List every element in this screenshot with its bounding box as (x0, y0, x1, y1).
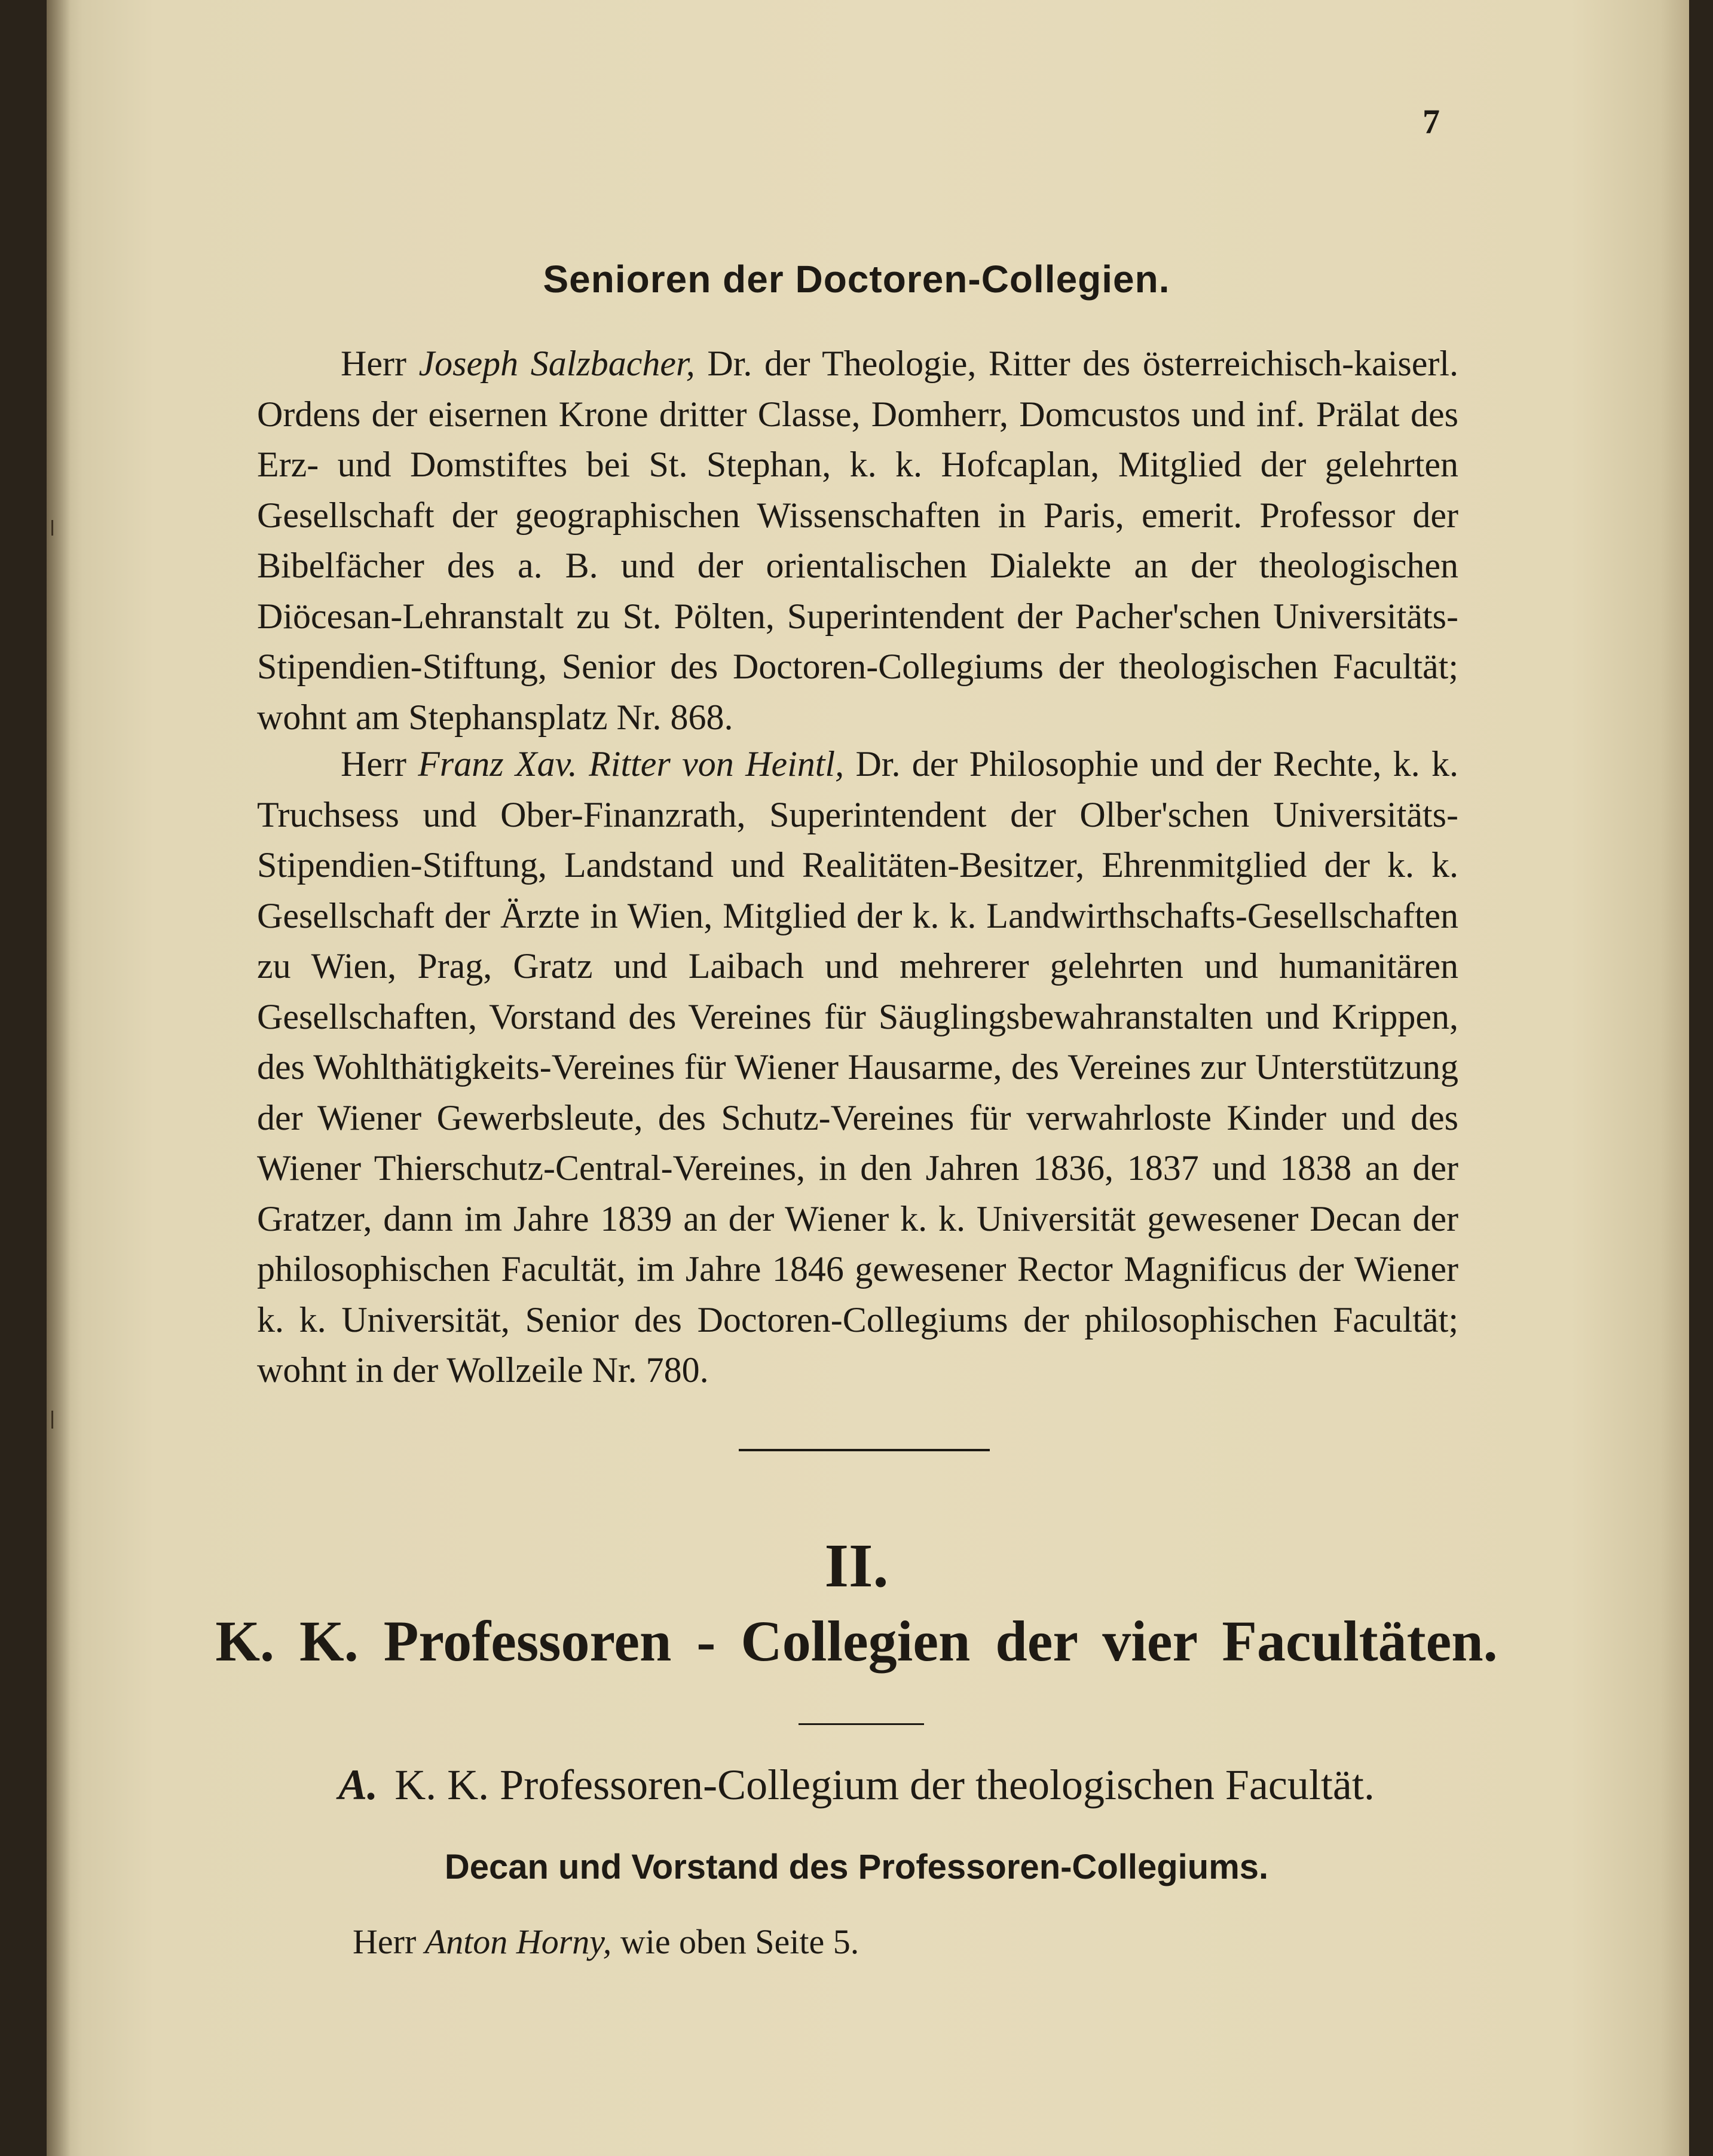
entry-name: Anton Horny, (424, 1922, 612, 1961)
section-heading-seniors: Senioren der Doctoren-Collegien. (543, 258, 1170, 301)
entry-paragraph (257, 338, 1458, 742)
margin-mark (51, 520, 53, 536)
subsection-heading: Decan und Vorstand des Professoren-Collegiums. (444, 1848, 1269, 1886)
gutter-shadow (47, 0, 71, 2156)
subsection-letter: A. (338, 1761, 378, 1809)
entry-text: Dr. der Theologie, Ritter des österreichisch-kaiserl. Ordens der eisernen Krone dritter Classe, Domherr, Domcustos und inf. Prälat des Erz- und Domstiftes bei St. Stephan, k. k. Hofcaplan, Mitglied der gelehrten Gesellschaft der geographischen Wissenschaften in Paris, emerit. Professor der Bibelfächer des a. B. und der orientalischen Dialekte an der theologischen Diöcesan-Lehranstalt zu St. Pölten, Superintendent der Pacher'schen Universitäts-Stipendien-Stiftung, Senior des Doctoren-Collegiums der theologischen Facultät; wohnt am Stephansplatz Nr. 868. (257, 344, 1459, 737)
section-numeral: II. (824, 1531, 889, 1600)
subsection-title (0, 1760, 1713, 1810)
entry-name: Joseph Salzbacher, (418, 344, 695, 383)
divider (739, 1449, 990, 1451)
divider (799, 1723, 924, 1725)
entry-text: Dr. der Philosophie und der Rechte, k. k. Truchsess und Ober-Finanzrath, Superintendent der Olber'schen Universitäts-Stipendien-Stiftung, Landstand und Realitäten-Besitzer, Ehrenmitglied der k. k. Gesellschaft der Ärzte in Wien, Mitglied der k. k. Landwirthschafts-Gesellschaften zu Wien, Prag, Gratz und Laibach und mehrerer gelehrten und humanitären Gesellschaften, Vorstand des Vereines für Säuglingsbewahranstalten und Krippen, des Wohlthätigkeits-Vereines für Wiener Hausarme, des Vereines zur Unterstützung der Wiener Gewerbsleute, des Schutz-Vereines für verwahrloste Kinder und des Wiener Thierschutz-Central-Vereines, in den Jahren 1836, 1837 und 1838 an der Gratzer, dann im Jahre 1839 an der Wiener k. k. Universität gewesener Decan der philosophischen Facultät, im Jahre 1846 gewesener Rector Magnificus der Wiener k. k. Universität, Senior des Doctoren-Collegiums der philosophischen Facultät; wohnt in der Wollzeile Nr. 780. (257, 744, 1459, 1390)
section-title: K. K. Professoren - Collegien der vier Facultäten. (215, 1609, 1498, 1673)
entry-line (353, 1922, 859, 1962)
entry-paragraph (257, 739, 1458, 1396)
page-number: 7 (1423, 102, 1440, 141)
entry-prefix: Herr (353, 1922, 417, 1961)
entry-text: wie oben Seite 5. (620, 1922, 859, 1961)
entry-prefix: Herr (341, 344, 406, 383)
entry-name: Franz Xav. Ritter von Heintl, (418, 744, 845, 784)
entry-prefix: Herr (341, 744, 406, 784)
margin-mark (51, 1411, 53, 1429)
subsection-title-text: K. K. Professoren-Collegium der theologischen Facultät. (394, 1761, 1375, 1809)
